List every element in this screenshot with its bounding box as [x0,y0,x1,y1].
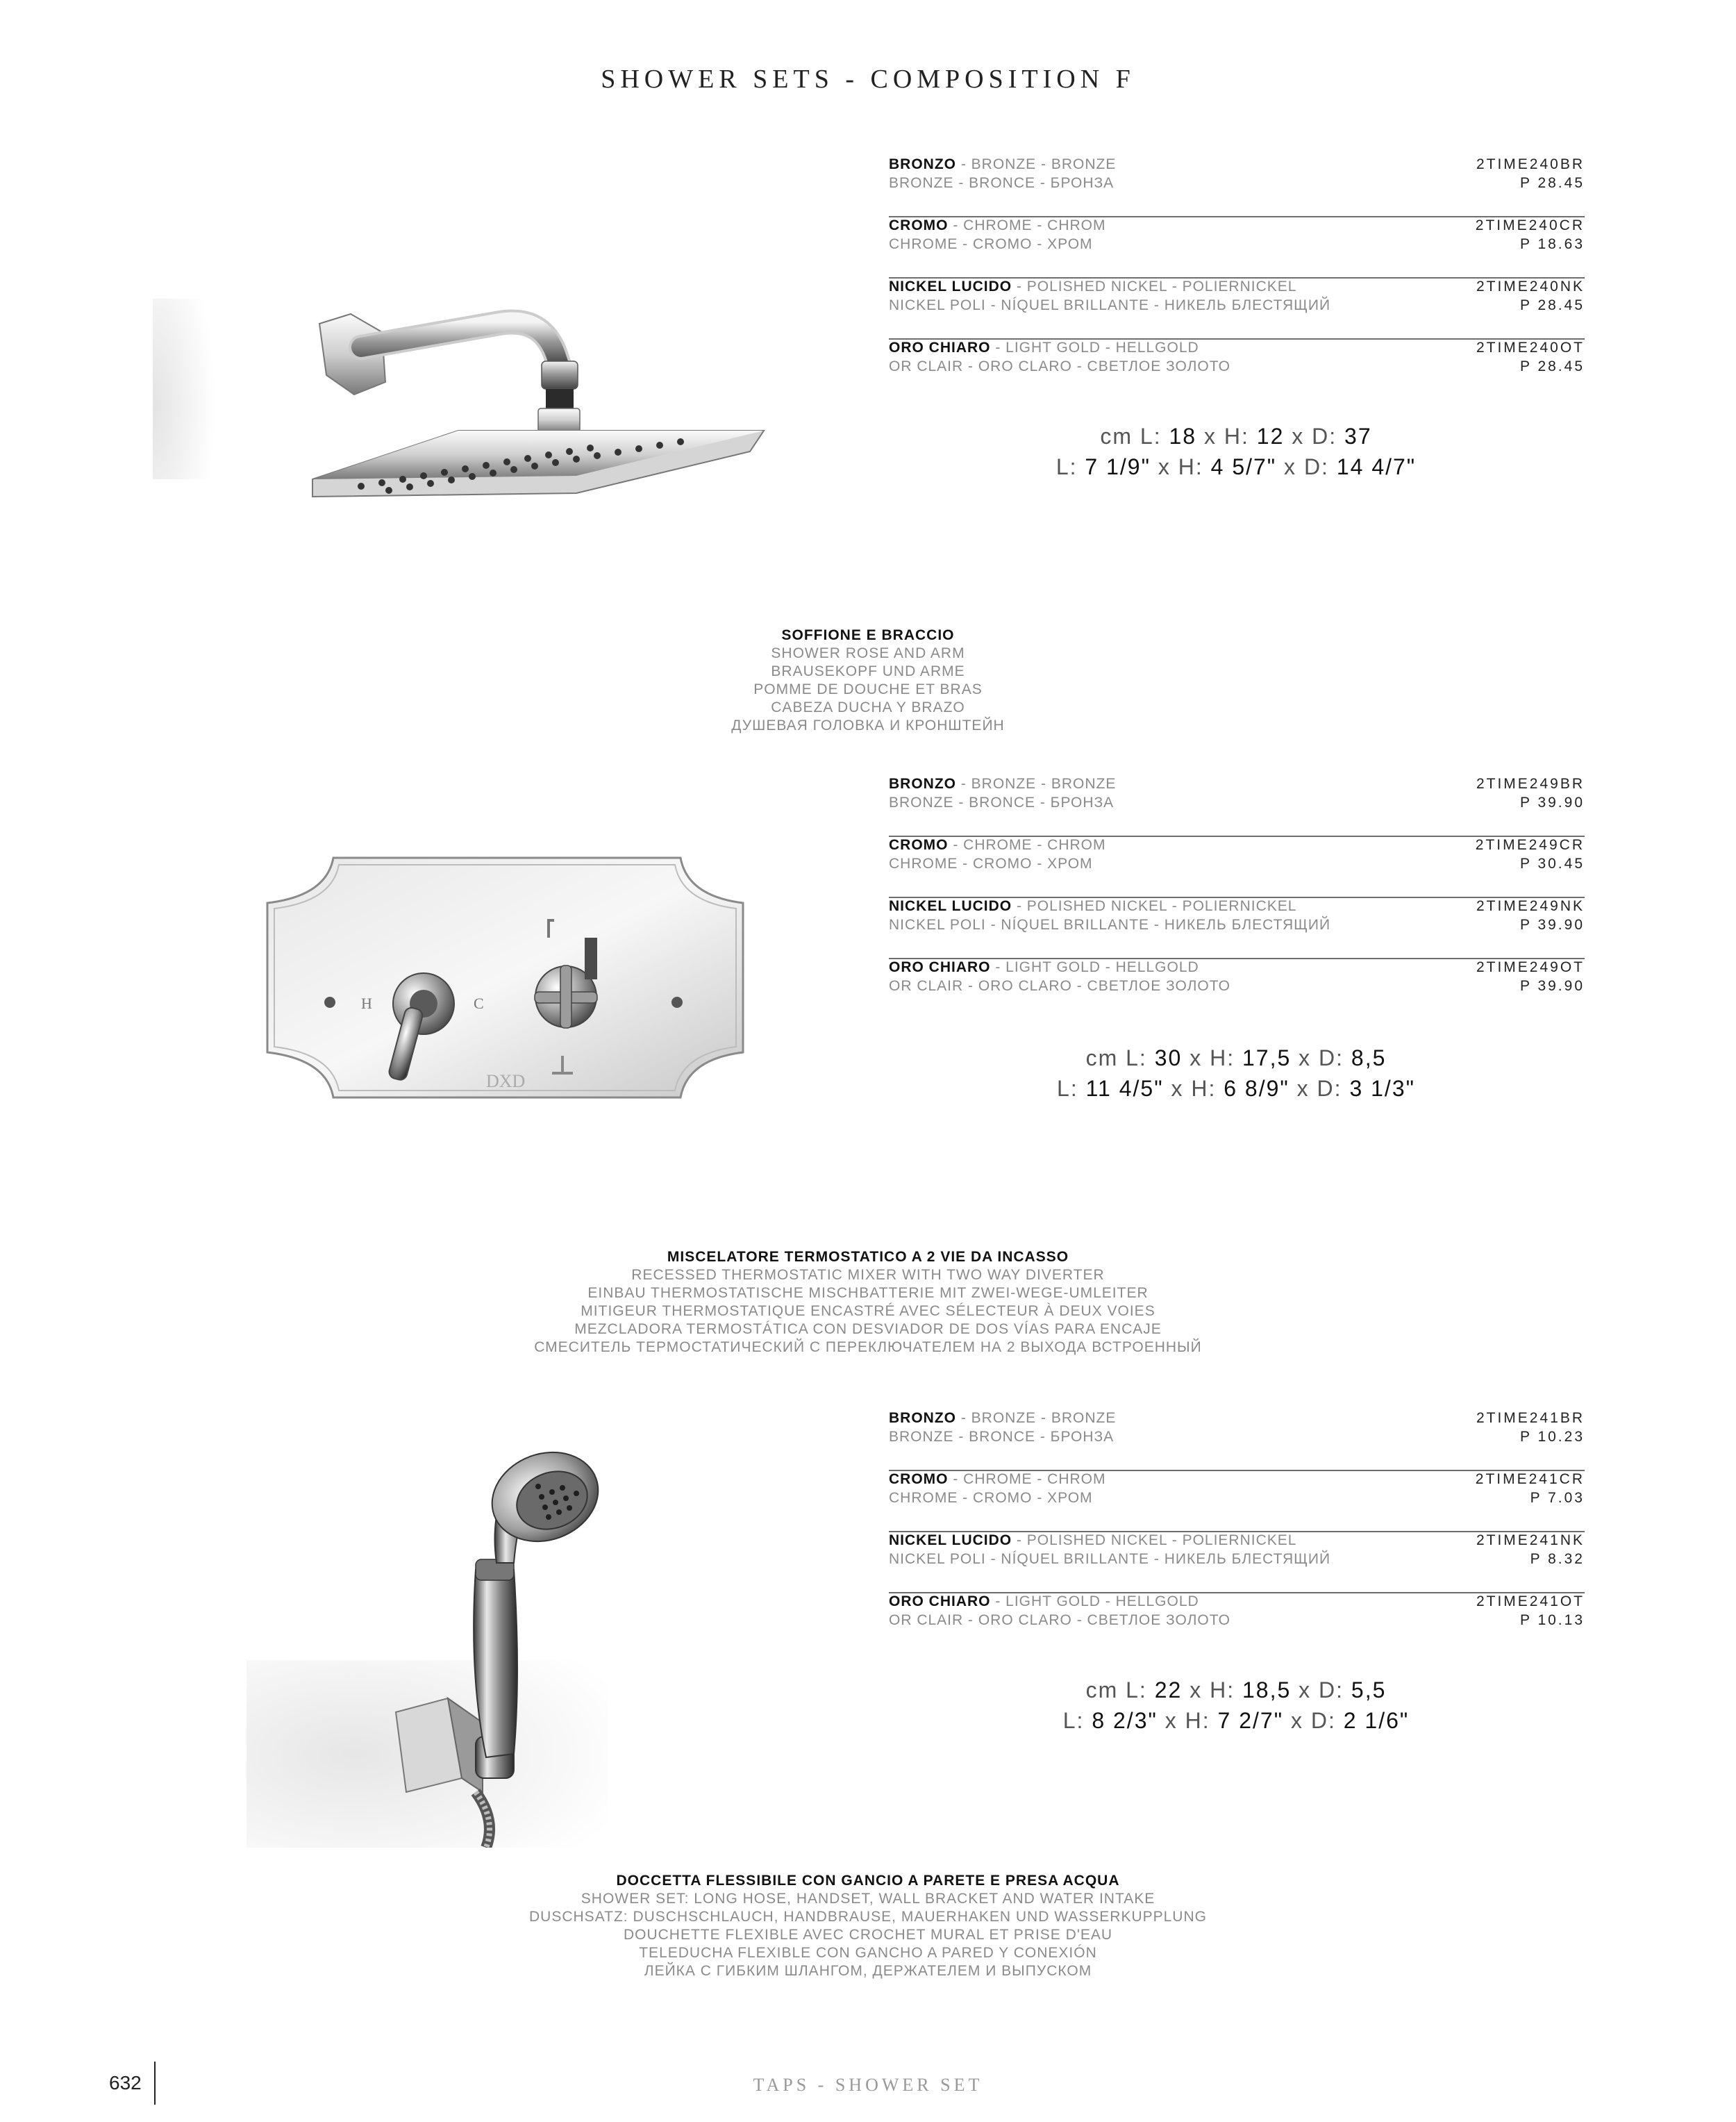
product-code: 2TIME240OT [1476,340,1585,356]
description-line: ЛЕЙКА С ГИБКИМ ШЛАНГОМ, ДЕРЖАТЕЛЕМ И ВЫПУСКОМ [644,1963,1092,1979]
variant-row [889,156,1585,217]
finish-name: ORO CHIARO [889,959,991,975]
cold-label: C [474,995,484,1012]
variant-row [889,898,1585,959]
description-line: SHOWER ROSE AND ARM [771,645,965,661]
variant-list [889,1410,1585,1653]
variant-row [889,776,1585,837]
description-line: MITIGEUR THERMOSTATIQUE ENCASTRÉ AVEC SÉLECTEUR À DEUX VOIES [581,1303,1155,1319]
thermostatic-mixer-photo [257,854,757,1104]
finish-translations-2: BRONZE - BRONCE - БРОНЗА [889,795,1115,811]
product-price: P 39.90 [1519,917,1585,933]
finish-translations: - CHROME - CHROM [948,1471,1106,1487]
product-code: 2TIME249BR [1476,776,1585,792]
variant-row [889,837,1585,898]
product-price: P 10.23 [1519,1429,1585,1445]
product-code: 2TIME249NK [1476,898,1585,914]
finish-name: NICKEL LUCIDO [889,279,1012,295]
finish-translations: - BRONZE - BRONZE [956,1410,1117,1426]
finish-name: ORO CHIARO [889,340,991,356]
footer-section-title: TAPS - SHOWER SET [753,2075,983,2095]
product-code: 2TIME240CR [1475,217,1585,233]
description-line: EINBAU THERMOSTATISCHE MISCHBATTERIE MIT ZWEI-WEGE-UMLEITER [587,1285,1149,1301]
finish-name: BRONZO [889,1410,956,1426]
dimensions-inch: L: 8 2/3" x H: 7 2/7" x D: 2 1/6" [1062,1708,1410,1733]
hot-label: H [361,995,372,1012]
product-price: P 7.03 [1530,1490,1585,1506]
product-code: 2TIME249OT [1476,959,1585,975]
finish-translations-2: CHROME - CROMO - ХРОМ [889,236,1093,252]
product-section-thermostatic-mixer [0,622,1736,1355]
finish-name: ORO CHIARO [889,1593,991,1609]
variant-list [889,156,1585,399]
finish-name: CROMO [889,837,949,853]
finish-translations: - POLISHED NICKEL - POLIERNICKEL [1012,279,1297,295]
product-code: 2TIME241NK [1476,1532,1585,1548]
finish-translations-2: BRONZE - BRONCE - БРОНЗА [889,1429,1115,1445]
finish-name: BRONZO [889,156,956,172]
product-code: 2TIME241OT [1476,1593,1585,1609]
description-title: DOCCETTA FLESSIBILE CON GANCIO A PARETE E PRESA ACQUA [616,1873,1120,1889]
variant-row [889,217,1585,279]
description-line: DOUCHETTE FLEXIBLE AVEC CROCHET MURAL ET PRISE D'EAU [623,1927,1113,1943]
variant-row [889,1593,1585,1653]
description-line: MEZCLADORA TERMOSTÁTICA CON DESVIADOR DE DOS VÍAS PARA ENCAJE [574,1321,1162,1337]
product-code: 2TIME240BR [1476,156,1585,172]
description-line: POMME DE DOUCHE ET BRAS [753,681,983,697]
product-price: P 18.63 [1519,236,1585,252]
dimensions-cm: cm L: 22 x H: 18,5 x D: 5,5 [1085,1677,1387,1702]
description-line: DUSCHSATZ: DUSCHSCHLAUCH, HANDBRAUSE, MAUERHAKEN UND WASSERKUPPLUNG [529,1909,1207,1925]
finish-translations: - BRONZE - BRONZE [956,776,1117,792]
dimensions [889,1045,1583,1106]
product-section-hand-shower [0,1243,1736,1979]
finish-name: CROMO [889,217,949,233]
finish-translations: - CHROME - CHROM [948,217,1106,233]
dimensions-cm: cm L: 30 x H: 17,5 x D: 8,5 [1085,1045,1387,1070]
product-price: P 39.90 [1519,978,1585,994]
dimensions-cm: cm L: 18 x H: 12 x D: 37 [1100,424,1372,449]
finish-name: NICKEL LUCIDO [889,1532,1012,1548]
variant-row [889,1410,1585,1471]
page-title: SHOWER SETS - COMPOSITION F [601,65,1135,94]
variant-list [889,776,1585,1019]
variant-row [889,340,1585,399]
finish-translations-2: NICKEL POLI - NÍQUEL BRILLANTE - НИКЕЛЬ БЛЕСТЯЩИЙ [889,297,1331,313]
finish-translations-2: BRONZE - BRONCE - БРОНЗА [889,175,1115,191]
variant-row [889,279,1585,340]
finish-translations-2: NICKEL POLI - NÍQUEL BRILLANTE - НИКЕЛЬ БЛЕСТЯЩИЙ [889,1551,1331,1567]
finish-translations: - POLISHED NICKEL - POLIERNICKEL [1012,898,1297,914]
finish-name: BRONZO [889,776,956,792]
dimensions-inch: L: 7 1/9" x H: 4 5/7" x D: 14 4/7" [1055,454,1417,479]
description-title: SOFFIONE E BRACCIO [781,627,955,643]
shower-rose-photo [153,257,778,507]
product-price: P 28.45 [1519,175,1585,191]
product-code: 2TIME240NK [1476,279,1585,295]
finish-translations: - LIGHT GOLD - HELLGOLD [990,1593,1199,1609]
variant-row [889,1532,1585,1593]
product-section-shower-rose [0,0,1736,733]
finish-translations-2: OR CLAIR - ORO CLARO - СВЕТЛОЕ ЗОЛОТО [889,978,1230,994]
page-number: 632 [109,2072,142,2094]
product-price: P 39.90 [1519,795,1585,811]
brand-logo: DXD [486,1071,526,1091]
dimensions-inch: L: 11 4/5" x H: 6 8/9" x D: 3 1/3" [1057,1076,1415,1101]
finish-translations-2: CHROME - CROMO - ХРОМ [889,1490,1093,1506]
finish-translations: - POLISHED NICKEL - POLIERNICKEL [1012,1532,1297,1548]
dimensions [889,1677,1583,1739]
product-price: P 10.13 [1519,1612,1585,1628]
description-line: SHOWER SET: LONG HOSE, HANDSET, WALL BRACKET AND WATER INTAKE [581,1891,1155,1907]
finish-name: NICKEL LUCIDO [889,898,1012,914]
product-price: P 28.45 [1519,358,1585,374]
finish-translations-2: NICKEL POLI - NÍQUEL BRILLANTE - НИКЕЛЬ БЛЕСТЯЩИЙ [889,917,1331,933]
product-code: 2TIME241CR [1475,1471,1585,1487]
dimensions [889,424,1583,485]
finish-translations: - BRONZE - BRONZE [956,156,1117,172]
finish-translations-2: CHROME - CROMO - ХРОМ [889,856,1093,872]
finish-translations: - LIGHT GOLD - HELLGOLD [990,340,1199,356]
finish-translations-2: OR CLAIR - ORO CLARO - СВЕТЛОЕ ЗОЛОТО [889,1612,1230,1628]
product-description [0,1872,1736,1980]
product-price: P 28.45 [1519,297,1585,313]
description-line: TELEDUCHA FLEXIBLE CON GANCHO A PARED Y CONEXIÓN [639,1945,1097,1961]
description-line: СМЕСИТЕЛЬ ТЕРМОСТАТИЧЕСКИЙ С ПЕРЕКЛЮЧАТЕЛЕМ НА 2 ВЫХОДА ВСТРОЕННЫЙ [534,1339,1202,1355]
description-line: ДУШЕВАЯ ГОЛОВКА И КРОНШТЕЙН [731,718,1005,733]
finish-translations: - LIGHT GOLD - HELLGOLD [990,959,1199,975]
description-line: RECESSED THERMOSTATIC MIXER WITH TWO WAY DIVERTER [631,1267,1105,1283]
finish-name: CROMO [889,1471,949,1487]
finish-translations-2: OR CLAIR - ORO CLARO - СВЕТЛОЕ ЗОЛОТО [889,358,1230,374]
product-code: 2TIME241BR [1476,1410,1585,1426]
product-price: P 30.45 [1519,856,1585,872]
product-price: P 8.32 [1530,1551,1585,1567]
finish-translations: - CHROME - CHROM [948,837,1106,853]
description-line: CABEZA DUCHA Y BRAZO [771,699,965,715]
hand-shower-photo [247,1431,858,1848]
variant-row [889,959,1585,1019]
description-title: MISCELATORE TERMOSTATICO A 2 VIE DA INCASSO [667,1249,1069,1265]
variant-row [889,1471,1585,1532]
description-line: BRAUSEKOPF UND ARME [771,663,965,679]
product-code: 2TIME249CR [1475,837,1585,853]
